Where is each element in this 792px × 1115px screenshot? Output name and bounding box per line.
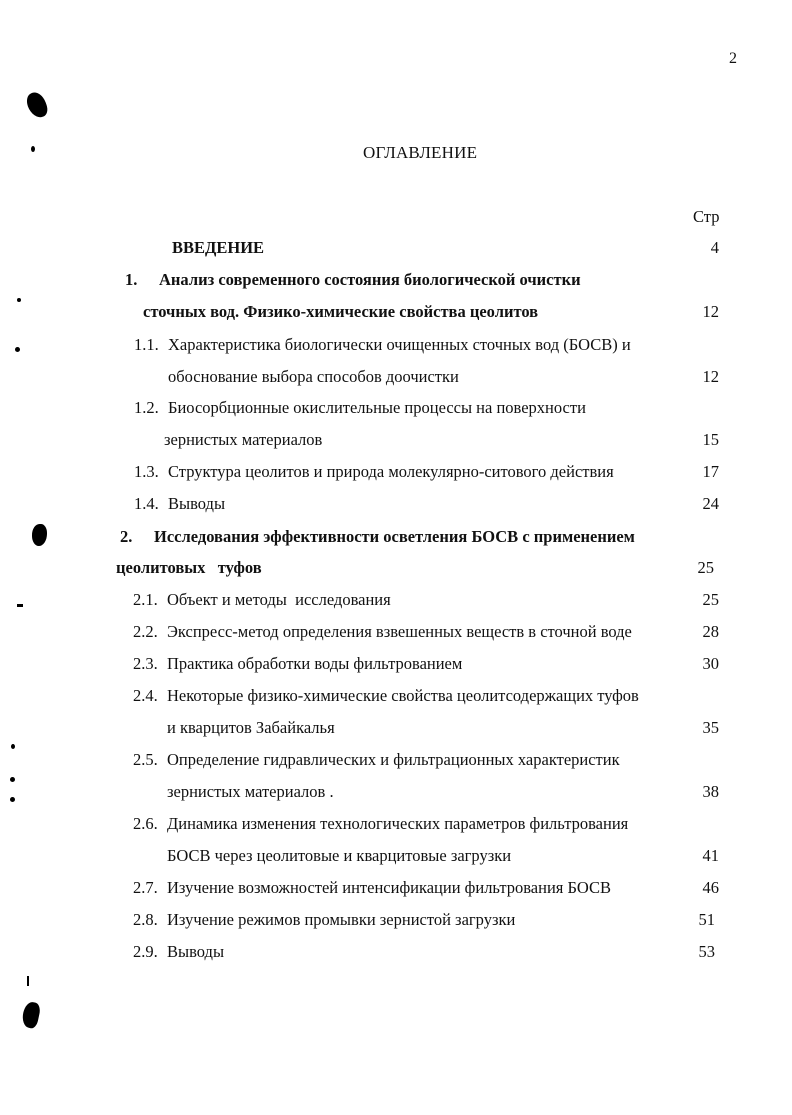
scan-blot bbox=[32, 524, 47, 546]
toc-section-2-2-page: 28 bbox=[702, 622, 719, 641]
toc-section-2-8-title: Изучение режимов промывки зернистой загрузки bbox=[167, 910, 516, 929]
scan-speck bbox=[27, 976, 29, 986]
toc-entry-intro-label: ВВЕДЕНИЕ bbox=[172, 238, 265, 257]
toc-section-2-9-title: Выводы bbox=[167, 942, 225, 961]
scan-speck bbox=[31, 146, 35, 152]
toc-section-1-2-page: 15 bbox=[702, 430, 719, 449]
toc-section-1-1-title-line2: обоснование выбора способов доочистки bbox=[168, 367, 459, 386]
toc-section-2-4-page: 35 bbox=[702, 718, 719, 737]
toc-section-1-4-page: 24 bbox=[702, 494, 719, 513]
toc-section-2-3-title: Практика обработки воды фильтрованием bbox=[167, 654, 463, 673]
page-title: ОГЛАВЛЕНИЕ bbox=[363, 143, 478, 162]
toc-section-1-3-number: 1.3. bbox=[134, 462, 159, 481]
toc-section-1-4-number: 1.4. bbox=[134, 494, 159, 513]
toc-section-2-6-number: 2.6. bbox=[133, 814, 158, 833]
toc-chapter-1-page: 12 bbox=[702, 302, 719, 321]
toc-section-1-4-title: Выводы bbox=[168, 494, 226, 513]
toc-section-2-2-title: Экспресс-метод определения взвешенных веществ в сточной воде bbox=[167, 622, 632, 641]
toc-section-2-5-number: 2.5. bbox=[133, 750, 158, 769]
scan-blot bbox=[24, 90, 50, 121]
toc-section-2-6-title-line1: Динамика изменения технологических параметров фильтрования bbox=[167, 814, 629, 833]
toc-section-2-2-number: 2.2. bbox=[133, 622, 158, 641]
toc-section-2-6-title-line2: БОСВ через цеолитовые и кварцитовые загрузки bbox=[167, 846, 512, 865]
scan-speck bbox=[10, 777, 15, 782]
toc-section-1-3-page: 17 bbox=[702, 462, 719, 481]
toc-section-1-2-title-line1: Биосорбционные окислительные процессы на поверхности bbox=[168, 398, 586, 417]
toc-section-2-9-number: 2.9. bbox=[133, 942, 158, 961]
toc-section-2-3-page: 30 bbox=[702, 654, 719, 673]
toc-section-1-1-title-line1: Характеристика биологически очищенных сточных вод (БОСВ) и bbox=[168, 335, 631, 354]
toc-section-2-9-page: 53 bbox=[698, 942, 715, 961]
toc-section-2-6-page: 41 bbox=[702, 846, 719, 865]
toc-chapter-1-title-line2: сточных вод. Физико-химические свойства цеолитов bbox=[143, 302, 539, 321]
toc-section-1-2-number: 1.2. bbox=[134, 398, 159, 417]
toc-section-2-5-page: 38 bbox=[702, 782, 719, 801]
scan-speck bbox=[15, 347, 20, 352]
toc-section-2-7-title: Изучение возможностей интенсификации фильтрования БОСВ bbox=[167, 878, 611, 897]
toc-section-2-3-number: 2.3. bbox=[133, 654, 158, 673]
toc-entry-intro-page: 4 bbox=[710, 238, 719, 257]
scan-speck bbox=[17, 298, 21, 302]
toc-section-2-8-page: 51 bbox=[698, 910, 715, 929]
toc-chapter-2-page: 25 bbox=[697, 558, 714, 577]
toc-section-1-1-number: 1.1. bbox=[134, 335, 159, 354]
toc-section-2-7-number: 2.7. bbox=[133, 878, 158, 897]
toc-section-2-5-title-line2: зернистых материалов . bbox=[167, 782, 334, 801]
scan-speck bbox=[11, 744, 15, 749]
toc-section-2-1-title: Объект и методы исследования bbox=[167, 590, 391, 609]
toc-section-2-1-page: 25 bbox=[702, 590, 719, 609]
toc-section-2-5-title-line1: Определение гидравлических и фильтрационных характеристик bbox=[167, 750, 620, 769]
toc-chapter-1-number: 1. bbox=[125, 270, 138, 289]
toc-section-2-8-number: 2.8. bbox=[133, 910, 158, 929]
toc-chapter-2-title-line1: Исследования эффективности осветления БОСВ с применением bbox=[154, 527, 635, 546]
scan-speck bbox=[10, 797, 15, 802]
toc-chapter-1-title-line1: Анализ современного состояния биологической очистки bbox=[159, 270, 581, 289]
page-column-label: Стр bbox=[693, 207, 720, 226]
scan-blot bbox=[20, 1001, 41, 1030]
toc-section-1-3-title: Структура цеолитов и природа молекулярно-ситового действия bbox=[168, 462, 614, 481]
scan-speck bbox=[17, 604, 23, 607]
toc-section-1-1-page: 12 bbox=[702, 367, 719, 386]
toc-section-2-1-number: 2.1. bbox=[133, 590, 158, 609]
toc-section-2-4-title-line2: и кварцитов Забайкалья bbox=[167, 718, 335, 737]
toc-section-2-4-number: 2.4. bbox=[133, 686, 158, 705]
page-number: 2 bbox=[729, 50, 737, 67]
toc-chapter-2-number: 2. bbox=[120, 527, 133, 546]
toc-section-2-4-title-line1: Некоторые физико-химические свойства цеолитсодержащих туфов bbox=[167, 686, 639, 705]
toc-section-1-2-title-line2: зернистых материалов bbox=[164, 430, 323, 449]
toc-section-2-7-page: 46 bbox=[702, 878, 719, 897]
toc-chapter-2-title-line2: цеолитовых туфов bbox=[116, 558, 262, 577]
